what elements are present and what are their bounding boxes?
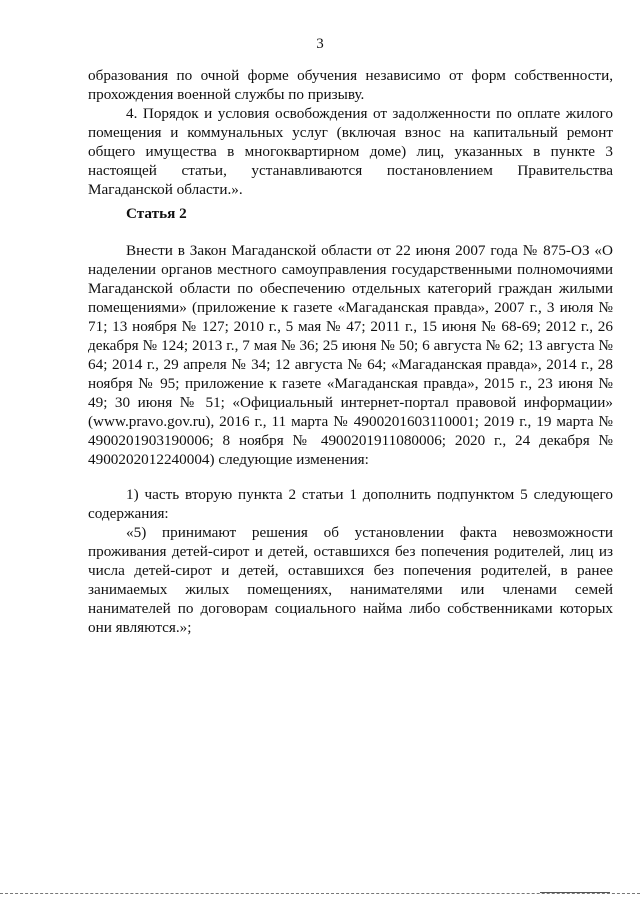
paragraph-subpoint-5: «5) принимают решения об установлении факта невозможности проживания детей-сирот и детей, оставшихся без попечения родителей, лиц из числа детей-сирот и детей, оставшихся без попечения родителей, в ранее занимаемых жилых помещениях, нанимателями или членами семей нанимателей по договорам социального найма либо собственниками которых они являются.»; (88, 524, 613, 636)
paragraph-point-4: 4. Порядок и условия освобождения от задолженности по оплате жилого помещения и коммунальных услуг (включая взнос на капитальный ремонт общего имущества в многоквартирном доме) лиц, указанных в пункте 3 настоящей статьи, устанавливаются постановлением Правительства Магаданской области.». (88, 105, 613, 198)
paragraph-education: образования по очной форме обучения независимо от форм собственности, прохождения военной службы по призыву. (88, 67, 613, 103)
text-block-amendments (88, 485, 613, 637)
paragraph-amendment-1: 1) часть вторую пункта 2 статьи 1 дополнить подпунктом 5 следующего содержания: (88, 486, 613, 522)
footer-divider-short (540, 892, 610, 893)
text-block-continuation (88, 66, 613, 199)
page-number: 3 (316, 36, 324, 52)
footer-divider (0, 893, 640, 894)
paragraph-amendment-intro: Внести в Закон Магаданской области от 22 июня 2007 года № 875-ОЗ «О наделении органов местного самоуправления государственными полномочиями Магаданской области по обеспечению отдельных категорий граждан жилыми помещениями» (приложение к газете «Магаданская правда», 2007 г., 3 июля № 71; 13 ноября № 127; 2010 г., 5 мая № 47; 2011 г., 15 июня № 68-69; 2012 г., 26 декабря № 124; 2013 г., 7 мая № 36; 25 июня № 50; 6 августа № 62; 13 августа № 64; 2014 г., 29 апреля № 34; 12 августа № 64; «Магаданская правда», 2014 г., 28 ноября № 95; приложение к газете «Магаданская правда», 2015 г., 23 июня № 49; 30 июня № 51; «Официальный интернет-портал правовой информации» (www.pravo.gov.ru), 2016 г., 11 марта № 4900201603110001; 2019 г., 19 марта № 4900201903190006; 8 ноября № 4900201911080006; 2020 г., 24 декабря № 4900202012240004) следующие изменения: (88, 242, 613, 468)
text-block-article-2 (88, 241, 613, 469)
article-heading: Статья 2 (126, 205, 187, 222)
